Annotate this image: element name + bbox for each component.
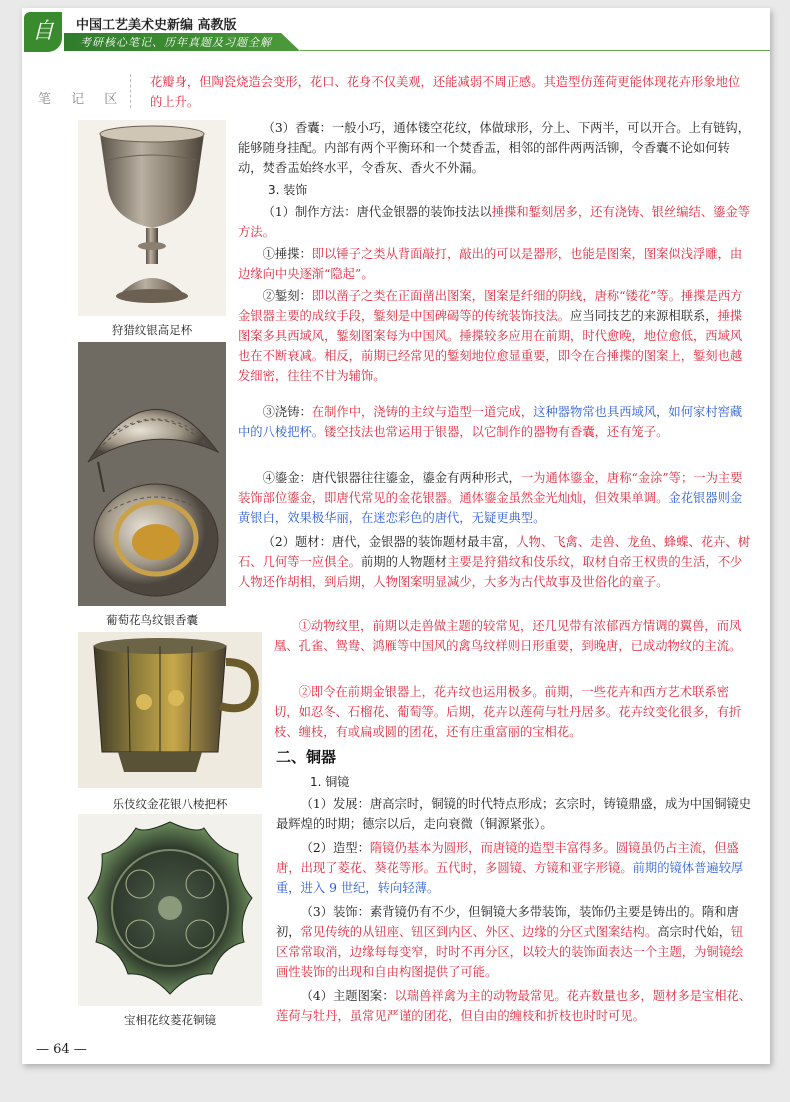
paragraph-methods: （1）制作方法：唐代金银器的装饰技法以捶揲和錾刻居多，还有浇铸、银丝编结、鎏金等方法。 (238, 205, 751, 239)
paragraph-casting: ③浇铸：在制作中，浇铸的主纹与造型一道完成，这种器物常也具西域风，如何家村窖藏中的八棱把杯。镂空技法也常运用于银器，以它制作的器物有香囊，还有笼子。 (238, 405, 743, 439)
paragraph-mirror-decoration: （3）装饰：素背镜仍有不少，但铜镜大多带装饰，装饰仍主要是铸出的。隋和唐初，常见传统的从钮座、钮区到内区、外区、边缘的分区式图案结构。高宗时代始，钮区常常取消，边缘每每变窄，时时不再分区，以较大的装饰面表达一个主题，为铜镜绘画性装饰的出现和自由构图提供了可能。 (276, 905, 744, 979)
photo-silver-goblet (78, 120, 226, 316)
incense-ball-image (78, 342, 226, 606)
caption-goblet: 狩猎纹银高足杯 (111, 323, 193, 337)
paragraph-chasing: ②錾刻：即以凿子之类在正面凿出图案，图案是纤细的阴线，唐称“镂花”等。捶揲是西方金银器主要的成纹手段，錾刻是中国碑碣等的传统装饰技法。应当同技艺的来源相联系，捶揲图案多具西域风，錾刻图案每为中国风。捶揲较多应用在前期，时代愈晚，地位愈低，西域风也在不断衰减。相反，前期已经常见的錾刻地位愈显重要，即令在合捶揲的图案上，錾刻也越发细密，往往不甘为辅饰。 (238, 289, 743, 383)
paragraph-repousse: ①捶揲：即以锤子之类从背面敲打，敲出的可以是器形，也能是图案，图案似浅浮雕，由边缘向中央逐渐“隐起”。 (238, 247, 743, 281)
book-logo: 自 (24, 12, 62, 52)
note-area-label: 笔 记 区 (38, 92, 126, 107)
paragraph-mirror-motifs: （4）主题图案：以瑞兽祥禽为主的动物最常见。花卉数量也多，题材多是宝相花、莲荷与牡丹，虽常见严谨的团花，但自由的缠枝和折枝也时时可见。 (276, 989, 752, 1023)
paragraph-continuation: 花瓣身，但陶瓷烧造会变形，花口、花身不仅美观，还能减弱不周正感。其造型仿莲荷更能体现花卉形象地位的上升。 (150, 75, 741, 109)
paragraph-mirror-development: （1）发展：唐高宗时，铜镜的时代特点形成；玄宗时，铸镜鼎盛，成为中国铜镜史最辉煌的时期；德宗以后，走向衰微（铜源紧张）。 (276, 797, 752, 831)
page-header (22, 8, 770, 56)
book-title: 中国工艺美术史新编 高教版 (76, 18, 237, 33)
note-area-divider (130, 74, 132, 108)
book-page (22, 8, 770, 1064)
caption-octagonal-cup: 乐伎纹金花银八棱把杯 (112, 797, 228, 811)
paragraph-gilding: ④鎏金：唐代银器往往鎏金，鎏金有两种形式，一为通体鎏金，唐称“金涂”等；一为主要装饰部位鎏金，即唐代常见的金花银器。通体鎏金虽然金光灿灿，但效果单调。金花银器则金黄银白，效果极华丽，在迷恋彩色的唐代，无疑更典型。 (238, 471, 743, 525)
photo-bronze-mirror (78, 814, 262, 1006)
book-subtitle: 考研核心笔记、历年真题及习题全解 (80, 36, 272, 49)
section-heading-bronze: 二、铜器 (276, 748, 337, 766)
page-number: — 64 — (36, 1042, 87, 1057)
paragraph-floral-motifs: ②即令在前期金银器上，花卉纹也运用极多。前期，一些花卉和西方艺术联系密切，如忍冬、石榴花、葡萄等。后期，花卉以莲荷与牡丹居多。花卉纹变化很多，有折枝、缠枝，有或扁或圆的团花，还有庄重富丽的宝相花。 (274, 685, 742, 739)
caption-incense-ball: 葡萄花鸟纹银香囊 (106, 613, 198, 627)
header-rule (300, 50, 770, 51)
caption-bronze-mirror: 宝相花纹菱花铜镜 (124, 1013, 216, 1027)
photo-octagonal-cup (78, 632, 262, 788)
paragraph-mirror-shape: （2）造型：隋镜仍基本为圆形，而唐镜的造型丰富得多。圆镜虽仍占主流，但盛唐，出现了菱花、葵花等形。五代时，多圆镜、方镜和亚字形镜。前期的镜体普遍较厚重，进入 9 世纪，转向轻薄。 (276, 841, 744, 895)
paragraph-incense-pouch: （3）香囊：一般小巧，通体镂空花纹，体做球形，分上、下两半，可以开合。上有链钩，能够随身挂配。内部有两个平衡环和一个焚香盂，相邻的部件两两活铆，令香囊不论如何转动，焚香盂始终水平，令香灰、香火不外漏。 (238, 121, 750, 175)
paragraph-animal-motifs: ①动物纹里，前期以走兽做主题的较常见，还几见带有浓郁西方情调的翼兽，而凤凰、孔雀、鸳鸯、鸿雁等中国风的禽鸟纹样则日形重要，到晚唐，已成动物纹的主流。 (274, 619, 742, 653)
goblet-image (78, 120, 226, 316)
photo-silver-incense-ball (78, 342, 226, 606)
octagonal-cup-image (78, 632, 262, 788)
heading-decoration: 3. 装饰 (268, 183, 308, 197)
heading-mirror: 1. 铜镜 (310, 775, 350, 789)
paragraph-subjects: （2）题材：唐代，金银器的装饰题材最丰富，人物、飞禽、走兽、龙鱼、蜂蝶、花卉、树石、几何等一应俱全。前期的人物题材主要是狩猎纹和伎乐纹，取材自帝王权贵的生活，不少人物还作胡相，到后期，人物图案明显减少，大多为古代故事及世俗化的童子。 (238, 535, 751, 589)
bronze-mirror-image (78, 814, 262, 1006)
